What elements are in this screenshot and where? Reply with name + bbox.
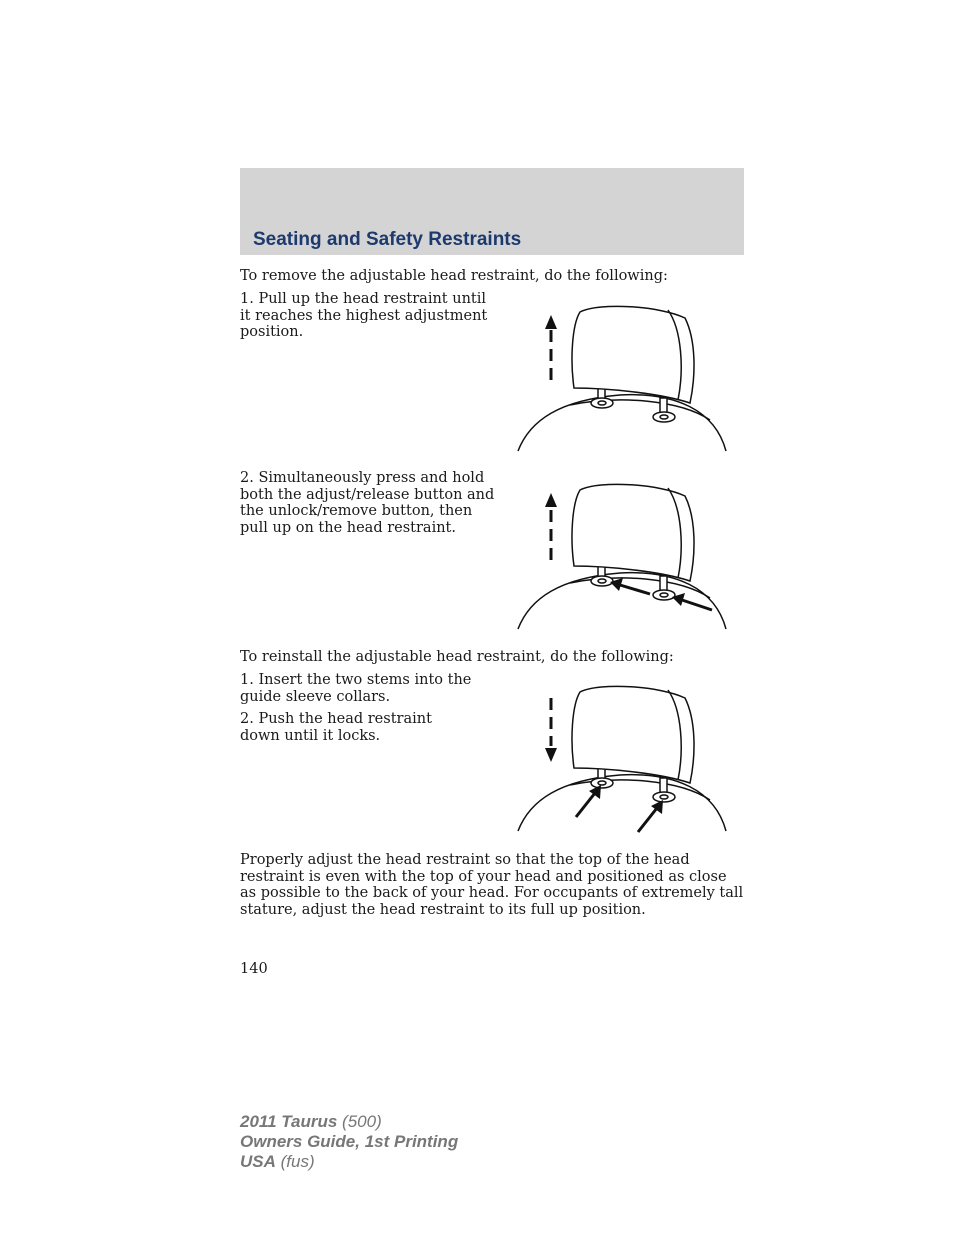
footer-line-2: Owners Guide, 1st Printing xyxy=(240,1132,459,1151)
page-number: 140 xyxy=(240,961,268,977)
footer-model-code: (500) xyxy=(337,1112,382,1131)
arrow-insert-stem-icon xyxy=(638,800,663,832)
reinstall-step-2: 2. Push the head restraint down until it locks. xyxy=(240,711,432,744)
arrow-press-button-icon xyxy=(610,578,650,594)
footer-market-code: (fus) xyxy=(275,1152,315,1171)
dashed-arrow-up-icon xyxy=(545,315,557,380)
dashed-arrow-up-icon xyxy=(545,493,557,560)
footer-line-3 xyxy=(240,1152,458,1172)
document-footer xyxy=(240,1112,458,1172)
reinstall-intro: To reinstall the adjustable head restraint, do the following: xyxy=(240,649,674,665)
figure-push-down xyxy=(510,680,735,835)
footer-model: 2011 Taurus xyxy=(240,1112,338,1131)
remove-step-1: 1. Pull up the head restraint until it reaches the highest adjustment position. xyxy=(240,291,488,340)
remove-step-2: 2. Simultaneously press and hold both the adjust/release button and the unlock/remove button, then pull up on the head restraint. xyxy=(240,470,495,536)
figure-press-and-pull xyxy=(510,478,735,633)
section-title: Seating and Safety Restraints xyxy=(253,229,522,250)
figure-pull-up xyxy=(510,300,735,455)
reinstall-step-1: 1. Insert the two stems into the guide sleeve collars. xyxy=(240,672,472,705)
footer-market: USA xyxy=(240,1152,276,1171)
dashed-arrow-down-icon xyxy=(545,698,557,762)
section-header xyxy=(240,168,744,255)
arrow-insert-stem-icon xyxy=(576,785,601,817)
footer-line-1 xyxy=(240,1112,458,1132)
remove-intro: To remove the adjustable head restraint, do the following: xyxy=(240,268,668,284)
adjustment-note: Properly adjust the head restraint so that the top of the head restraint is even with the top of your head and positioned as close as possible to the back of your head. For occupants of extremely tall stature, adjust the head restraint to its full up position. xyxy=(240,852,744,918)
